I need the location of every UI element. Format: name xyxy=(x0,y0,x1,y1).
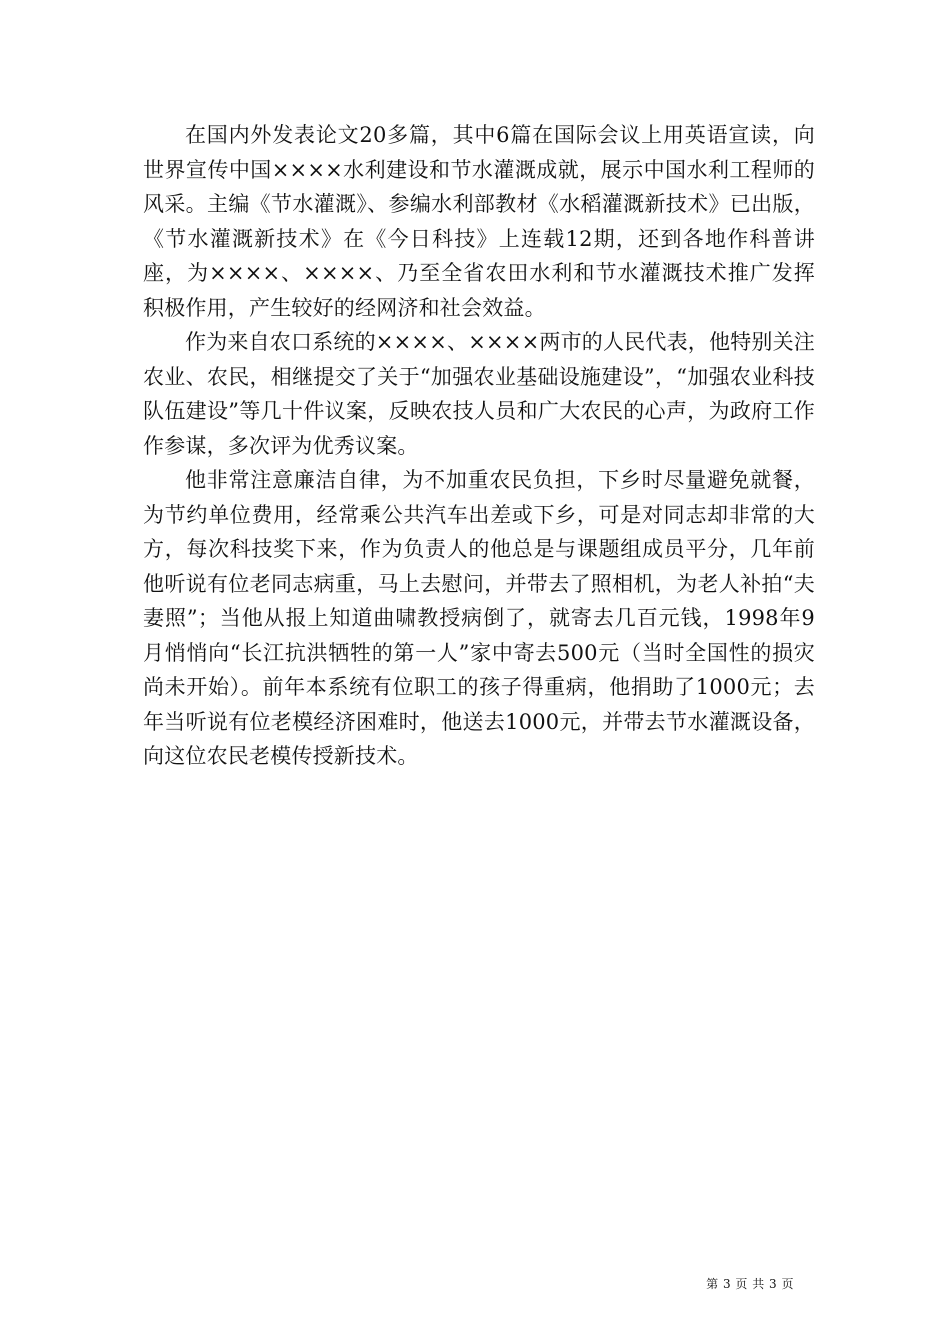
paragraph-publications: 在国内外发表论文20多篇，其中6篇在国际会议上用英语宣读，向世界宣传中国××××水利建设和节水灌溉成就，展示中国水利工程师的风采。主编《节水灌溉》、参编水利部教材《水稻灌溉新技术》已出版，《节水灌溉新技术》在《今日科技》上连载12期，还到各地作科普讲座，为××××、××××、乃至全省农田水利和节水灌溉技术推广发挥积极作用，产生较好的经网济和社会效益。 xyxy=(143,123,815,320)
page-number-footer: 第 3 页 共 3 页 xyxy=(706,1277,794,1291)
document-body xyxy=(143,118,815,774)
paragraph-integrity: 他非常注意廉洁自律，为不加重农民负担，下乡时尽量避免就餐，为节约单位费用，经常乘公共汽车出差或下乡，可是对同志却非常的大方，每次科技奖下来，作为负责人的他总是与课题组成员平分，几年前他听说有位老同志病重，马上去慰问，并带去了照相机，为老人补拍“夫妻照”；当他从报上知道曲啸教授病倒了，就寄去几百元钱，1998年9月悄悄向“长江抗洪牺牲的第一人”家中寄去500元（当时全国性的损灾尚未开始）。前年本系统有位职工的孩子得重病，他捐助了1000元；去年当听说有位老模经济困难时，他送去1000元，并带去节水灌溉设备，向这位农民老模传授新技术。 xyxy=(143,468,815,768)
paragraph-representative: 作为来自农口系统的××××、××××两市的人民代表，他特别关注农业、农民，相继提交了关于“加强农业基础设施建设”，“加强农业科技队伍建设”等几十件议案，反映农技人员和广大农民的心声，为政府工作作参谋，多次评为优秀议案。 xyxy=(143,330,815,458)
